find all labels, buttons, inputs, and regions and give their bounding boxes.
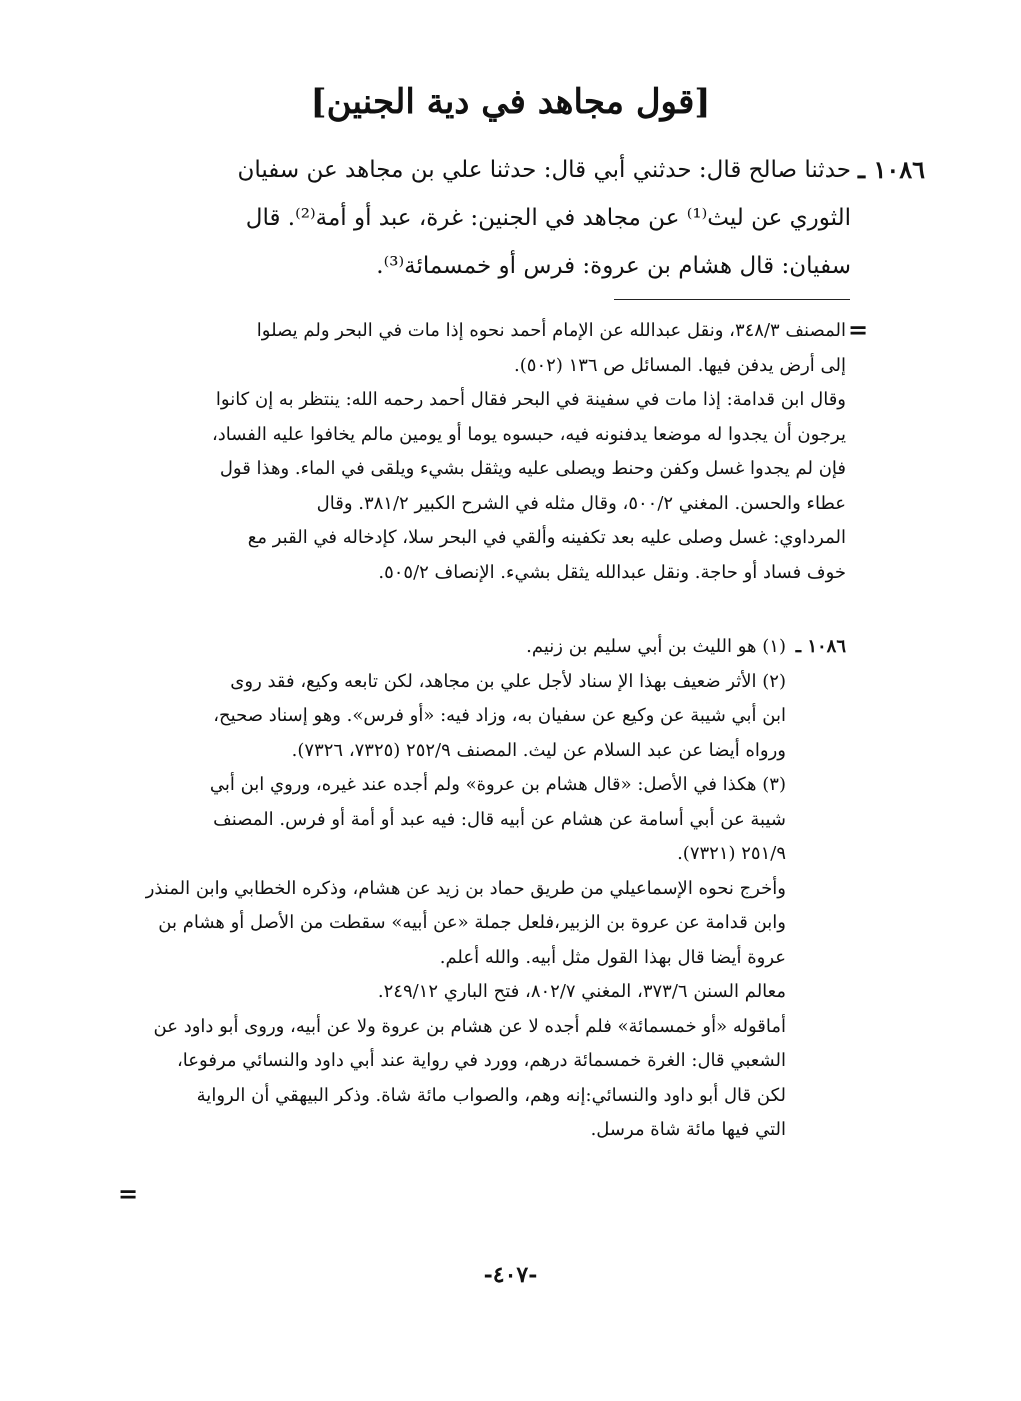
- footnote-line: (٢) الأثر ضعيف بهذا الإ سناد لأجل علي بن مجاهد، لكن تابعه وكيع، فقد روى: [230, 670, 786, 692]
- continuation-mark-top: =: [848, 315, 869, 344]
- footnote-line: يرجون أن يجدوا له موضعا يدفنونه فيه، حبسوه يوما أو يومين مالم يخافوا عليه الفساد،: [211, 423, 846, 445]
- footnote-separator: [614, 299, 850, 300]
- section-heading: [قول مجاهد في دية الجنين]: [310, 82, 711, 122]
- footnote-line: ابن أبي شيبة عن وكيع عن سفيان به، وزاد فيه: «أو فرس». وهو إسناد صحيح،: [213, 705, 786, 726]
- footnote-line: وأخرج نحوه الإسماعيلي من طريق حماد بن زيد عن هشام، وذكره الخطابي وابن المنذر: [145, 877, 786, 899]
- footnotes: [135, 630, 786, 1148]
- footnote-line: المرداوي: غسل وصلى عليه بعد تكفينه وألقي في البحر سلا، كإدخاله في القبر مع: [247, 527, 846, 548]
- entry-line: الثوري عن ليث⁽¹⁾ عن مجاهد في الجنين: غرة، عبد أو أمة⁽²⁾. قال: [245, 205, 851, 231]
- footnote-line: التي فيها مائة شاة مرسل.: [590, 1119, 786, 1140]
- footnotes-continued: [135, 314, 846, 590]
- footnote-line: ٢٥١/٩ (٧٣٢١).: [677, 843, 786, 864]
- footnote-line: الشعبي قال: الغرة خمسمائة درهم، وورد في رواية عند أبي داود والنسائي مرفوعا،: [177, 1050, 786, 1071]
- entry-line: حدثنا صالح قال: حدثني أبي قال: حدثنا علي بن مجاهد عن سفيان: [237, 157, 851, 183]
- footnote-line: عروة أيضا قال بهذا القول مثل أبيه. والله أعلم.: [439, 946, 786, 968]
- footnote-line: وقال ابن قدامة: إذا مات في سفينة في البحر فقال أحمد رحمه الله: ينتظر به إن كانوا: [215, 389, 846, 410]
- footnote-line: معالم السنن ٣٧٣/٦، المغني ٨٠٢/٧، فتح الباري ٢٤٩/١٢.: [377, 981, 786, 1002]
- footnote-line: أماقوله «أو خمسمائة» فلم أجده لا عن هشام بن عروة ولا عن أبيه، وروى أبو داود عن: [153, 1015, 786, 1037]
- footnote-line: (٣) هكذا في الأصل: «قال هشام بن عروة» ولم أجده عند غيره، وروي ابن أبي: [209, 774, 786, 795]
- page-number: -٤٠٧-: [483, 1262, 538, 1288]
- footnote-line: إلى أرض يدفن فيها. المسائل ص ١٣٦ (٥٠٢).: [514, 354, 846, 376]
- footnote-line: (١) هو الليث بن أبي سليم بن زنيم.: [526, 636, 786, 657]
- footnote-line: فإن لم يجدوا غسل وكفن وحنط ويصلى عليه ويثقل بشيء ويلقى في الماء. وهذا قول: [219, 458, 846, 479]
- entry-text: [150, 146, 851, 290]
- continuation-mark-bottom: =: [118, 1179, 139, 1208]
- entry-line: سفيان: قال هشام بن عروة: فرس أو خمسمائة⁽³⁾.: [376, 253, 851, 279]
- entry-number: ١٠٨٦ ـ: [858, 155, 925, 184]
- footnote-line: لكن قال أبو داود والنسائي:إنه وهم، والصواب مائة شاة. وذكر البيهقي أن الرواية: [196, 1084, 786, 1106]
- footnote-line: المصنف ٣٤٨/٣، ونقل عبدالله عن الإمام أحمد نحوه إذا مات في البحر ولم يصلوا: [256, 320, 846, 341]
- footnote-line: ورواه أيضا عن عبد السلام عن ليث. المصنف ٢٥٢/٩ (٧٣٢٥، ٧٣٢٦).: [291, 739, 786, 761]
- footnote-line: خوف فساد أو حاجة. ونقل عبدالله يثقل بشيء. الإنصاف ٥٠٥/٢.: [378, 561, 846, 583]
- footnote-line: وابن قدامة عن عروة بن الزبير،فلعل جملة «عن أبيه» سقطت من الأصل أو هشام بن: [158, 912, 786, 933]
- footnote-entry-ref: ١٠٨٦ ـ: [795, 636, 846, 657]
- footnote-line: شيبة عن أبي أسامة عن هشام عن أبيه قال: فيه عبد أو أمة أو فرس. المصنف: [213, 808, 786, 830]
- footnote-line: عطاء والحسن. المغني ٥٠٠/٢، وقال مثله في الشرح الكبير ٣٨١/٢. وقال: [316, 492, 846, 514]
